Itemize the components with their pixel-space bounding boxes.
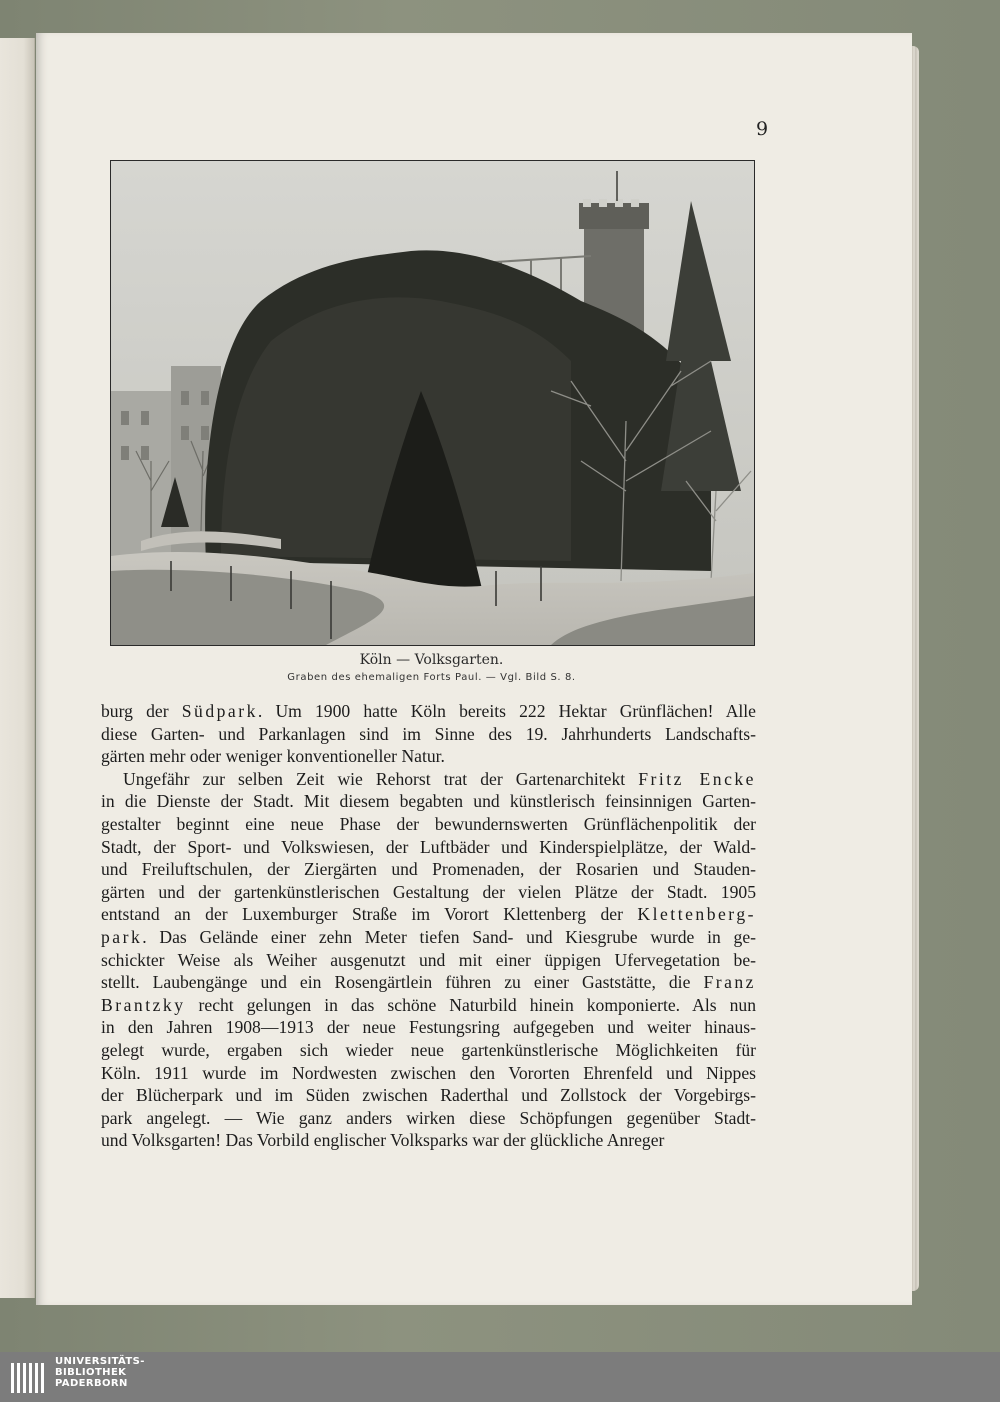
text-line: park angelegt. — Wie ganz anders wirken diese Schöpfungen gegenüber Stadt- [101, 1107, 756, 1128]
text-line: in den Jahren 1908—1913 der neue Festungsring aufgegeben und weiter hinaus- [101, 1017, 756, 1038]
text-line: gestalter beginnt eine neue Phase der bewundernswerten Grünflächenpolitik der [101, 813, 756, 834]
library-name [55, 1356, 145, 1389]
text-line: und Freiluftschulen, der Ziergärten und Promenaden, der Rosarien und Stauden- [101, 859, 756, 880]
library-logo-icon [10, 1361, 46, 1395]
text-line: in die Dienste der Stadt. Mit diesem begabten und künstlerisch feinsinnigen Garten- [101, 791, 756, 812]
text-line: burg der Südpark. Um 1900 hatte Köln bereits 222 Hektar Grünflächen! Alle [101, 701, 756, 721]
spaced-name: Südpark [181, 701, 258, 721]
text-line: entstand an der Luxemburger Straße im Vorort Klettenberg der Klettenberg- [101, 904, 756, 925]
text-line: park. Das Gelände einer zehn Meter tiefen Sand- und Kiesgrube wurde in ge- [101, 926, 756, 947]
library-name-line3: PADERBORN [55, 1378, 128, 1389]
library-name-line2: BIBLIOTHEK [55, 1367, 127, 1378]
text-line: Brantzky recht gelungen in das schöne Naturbild hinein komponierte. Als nun [101, 994, 756, 1015]
volksgarten-photo-image [111, 161, 754, 645]
text-line: Köln. 1911 wurde im Nordwesten zwischen den Vororten Ehrenfeld und Nippes [101, 1062, 756, 1083]
spaced-name: Fritz Encke [638, 768, 756, 789]
body-text [101, 700, 756, 1152]
spaced-name: Brantzky [101, 994, 186, 1015]
text-line: der Blücherpark und im Süden zwischen Raderthal und Zollstock der Vorgebirgs- [101, 1085, 756, 1106]
left-page-edge [0, 38, 35, 1298]
figure-photo [110, 160, 755, 646]
page-number: 9 [755, 118, 769, 140]
library-name-line1: UNIVERSITÄTS- [55, 1356, 145, 1367]
text-line: stellt. Laubengänge und ein Rosengärtlein führen zu einer Gaststätte, die Franz [101, 972, 756, 993]
text-line: und Volksgarten! Das Vorbild englischer Volksparks war der glückliche Anreger [101, 1130, 665, 1151]
library-footer-bar [0, 1352, 1000, 1402]
text-line: diese Garten- und Parkanlagen sind im Sinne des 19. Jahrhunderts Landschafts- [101, 723, 756, 744]
figure-caption-title: Köln — Volksgarten. [359, 652, 504, 668]
spaced-name: Klettenberg- [637, 904, 756, 925]
text-line: schickter Weise als Weiher ausgenutzt und mit einer üppigen Ufervegetation be- [101, 949, 756, 970]
text-line: gärten mehr oder weniger konventioneller Natur. [101, 746, 445, 767]
text-line: gärten und der gartenkünstlerischen Gestaltung der vielen Plätze der Stadt. 1905 [101, 881, 756, 902]
spaced-name: Franz [703, 972, 756, 993]
spaced-name: park [101, 926, 143, 947]
text-line: gelegt wurde, ergaben sich wieder neue gartenkünstlerische Möglichkeiten für [101, 1039, 756, 1060]
figure-caption-subtitle: Graben des ehemaligen Forts Paul. — Vgl. Bild S. 8. [287, 672, 576, 683]
text-line: Ungefähr zur selben Zeit wie Rehorst trat der Gartenarchitekt Fritz Encke [123, 768, 756, 789]
text-line: Stadt, der Sport- und Volkswiesen, der Luftbäder und Kinderspielplätze, der Wald- [101, 836, 756, 857]
